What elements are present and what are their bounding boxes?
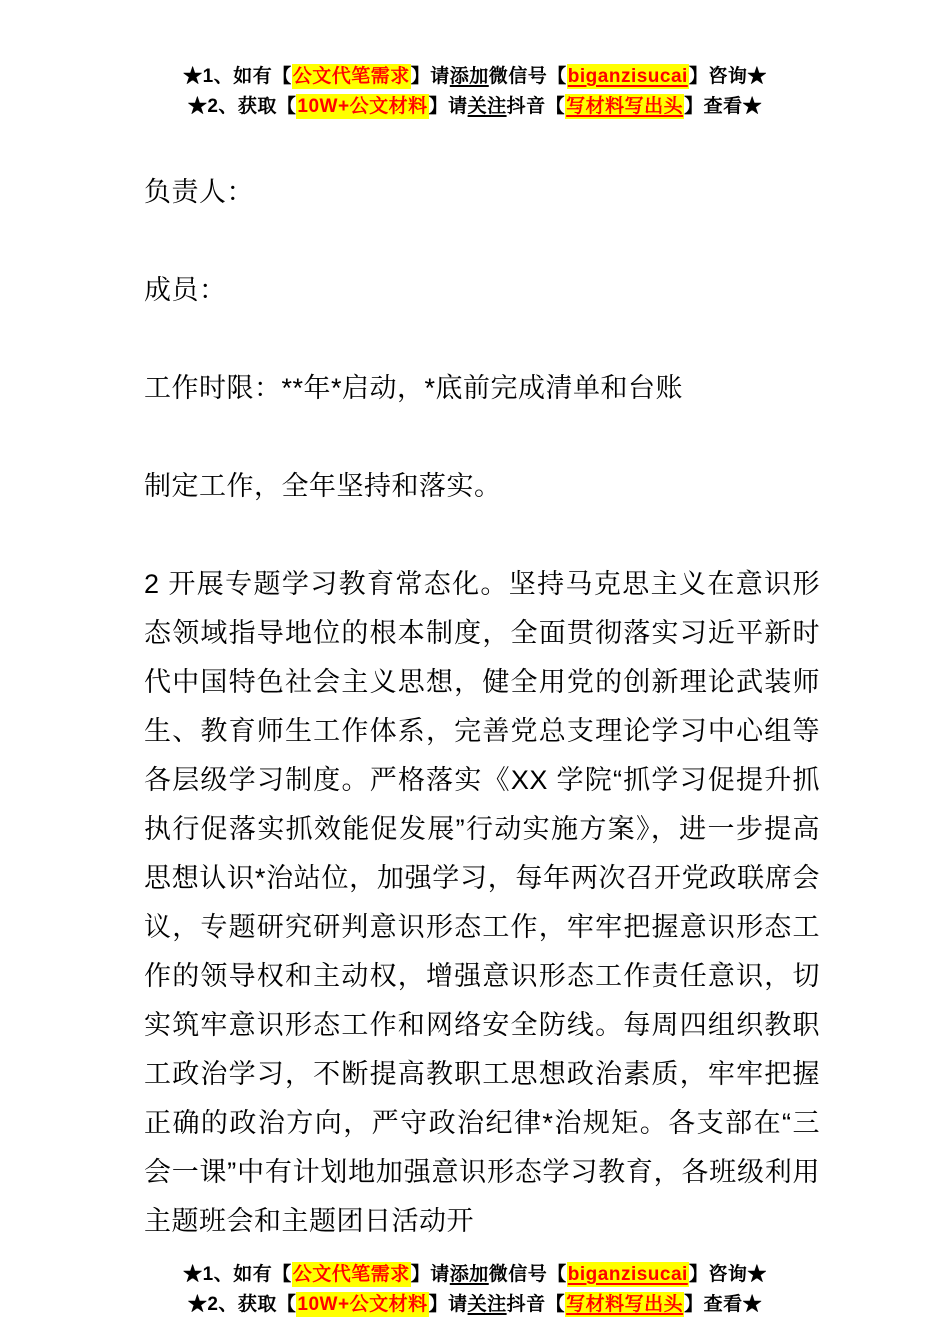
promo-banner-top (0, 0, 950, 122)
paragraph-work-plan: 制定工作，全年坚持和落实。 (144, 471, 502, 501)
banner-highlight-service: 公文代笔需求 (292, 1264, 410, 1285)
banner-text: 】咨询★ (688, 66, 767, 87)
banner-text: 】请 (410, 66, 450, 87)
banner-text: 】查看★ (684, 1294, 763, 1315)
banner-text: 微信号【 (488, 1264, 567, 1285)
paragraph-main-ideology-education: 2 开展专题学习教育常态化。坚持马克思主义在意识形态领域指导地位的根本制度，全面贯彻落实习近平新时代中国特色社会主义思想，健全用党的创新理论武装师生、教育师生工作体系，完善党总支理论学习中心组等各层级学习制度。严格落实《XX 学院“抓学习促提升抓执行促落实抓效能促发展”行动实施方案》，进一步提高思想认识*治站位，加强学习，每年两次召开党政联席会议，专题研究研判意识形态工作，牢牢把握意识形态工作的领导权和主动权，增强意识形态工作责任意识，切实筑牢意识形态工作和网络安全防线。每周四组织教职工政治学习，不断提高教职工思想政治素质，牢牢把握正确的政治方向，严守政治纪律*治规矩。各支部在“三会一课”中有计划地加强意识形态学习教育，各班级利用主题班会和主题团日活动开 (144, 569, 820, 1236)
banner-text: 抖音【 (506, 96, 566, 117)
banner-text: 抖音【 (506, 1294, 566, 1315)
banner-underline-add: 添加 (449, 66, 489, 87)
banner-wechat-id: biganzisucai (567, 1264, 688, 1285)
banner-text: ★1、如有【 (183, 66, 292, 87)
promo-banner-bottom (0, 1260, 950, 1320)
banner-underline-follow: 关注 (467, 1294, 507, 1315)
promo-banner-bottom-line-1 (0, 1260, 950, 1290)
banner-text: ★2、获取【 (187, 1294, 297, 1315)
banner-text: ★2、获取【 (187, 96, 297, 117)
banner-highlight-service: 公文代笔需求 (292, 66, 410, 87)
banner-highlight-materials: 10W+公文材料 (297, 96, 428, 117)
banner-douyin-id: 写材料写出头 (566, 96, 684, 117)
promo-banner-top-line-2 (0, 92, 950, 122)
banner-highlight-materials: 10W+公文材料 (297, 1294, 428, 1315)
paragraph-responsible-person: 负责人： (144, 177, 254, 207)
banner-underline-follow: 关注 (467, 96, 507, 117)
paragraph-members: 成员： (144, 275, 227, 305)
banner-underline-add: 添加 (449, 1264, 489, 1285)
banner-text: 】请 (410, 1264, 450, 1285)
promo-banner-top-line-1 (0, 62, 950, 92)
banner-douyin-id: 写材料写出头 (566, 1294, 684, 1315)
banner-text: 】请 (428, 1294, 468, 1315)
banner-wechat-id: biganzisucai (567, 66, 688, 87)
banner-text: 微信号【 (488, 66, 567, 87)
banner-text: 】查看★ (684, 96, 763, 117)
promo-banner-bottom-line-2 (0, 1290, 950, 1320)
document-body (144, 168, 820, 1246)
paragraph-work-deadline: 工作时限：**年*启动，*底前完成清单和台账 (144, 373, 684, 403)
banner-text: 】请 (428, 96, 468, 117)
banner-text: ★1、如有【 (183, 1264, 292, 1285)
banner-text: 】咨询★ (688, 1264, 767, 1285)
